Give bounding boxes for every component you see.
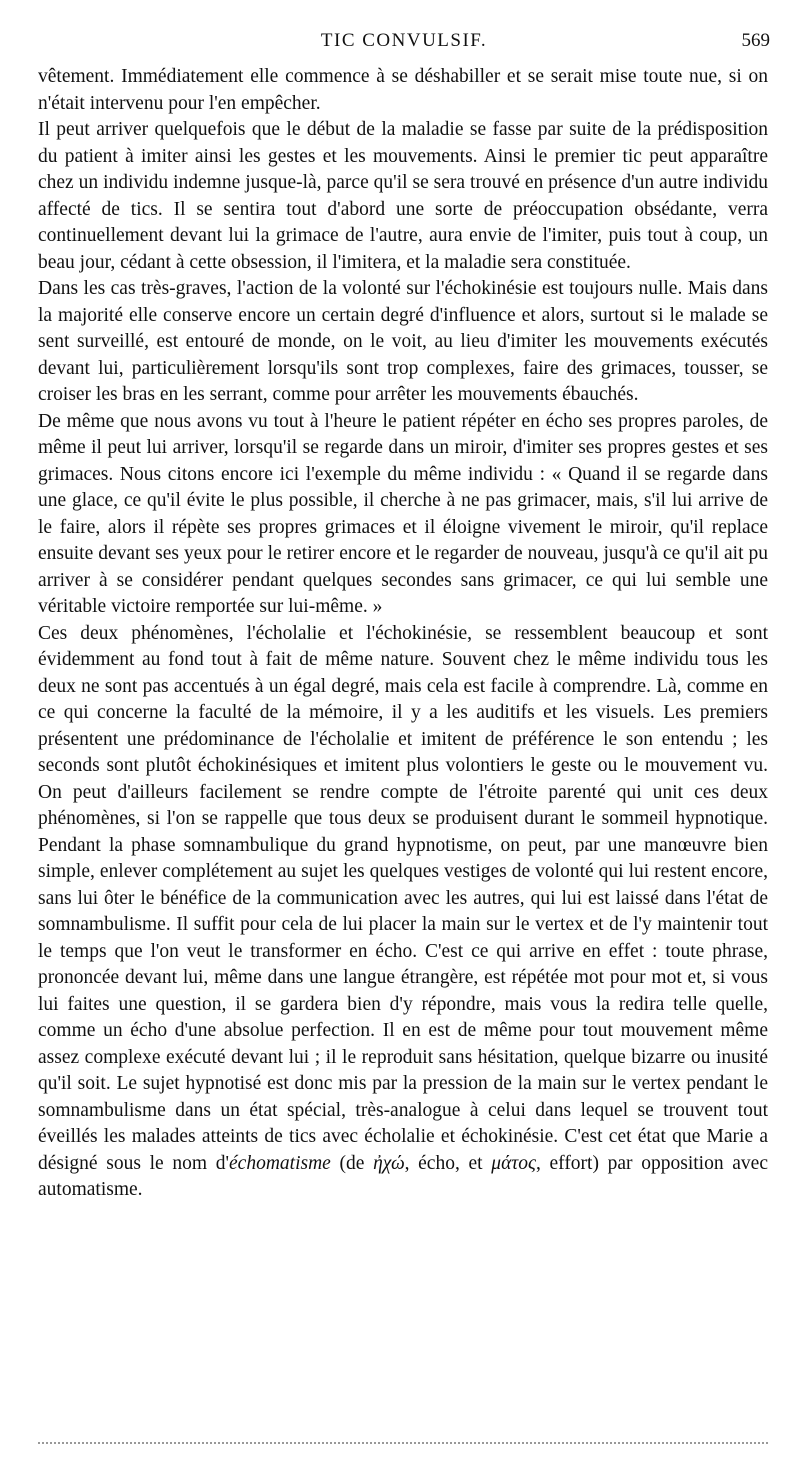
paragraph-5-text: Ces deux phénomènes, l'écholalie et l'échokinésie, se ressemblent beaucoup et sont évidemment au fond tout à fait de même nature. Souvent chez le même individu tous les deux ne sont pas accentués à un égal degré, mais cela est facile à comprendre. Là, comme en ce qui concerne la faculté de la mémoire, il y a les auditifs et les visuels. Les premiers présentent une prédominance de l'écholalie et imitent de préférence le son entendu ; les seconds sont plutôt échokinésiques et imitent plus volontiers le geste ou le mouvement vu. On peut d'ailleurs facilement se rendre compte de l'étroite parenté qui unit ces deux phénomènes, si l'on se rappelle que tous deux se produisent durant le sommeil hypnotique. Pendant la phase somnambulique du grand hypnotisme, on peut, par une manœuvre bien simple, enlever complétement au sujet les quelques vestiges de volonté qui lui restent encore, sans lui ôter le bénéfice de la communication avec les autres, qui lui est laissé dans l'état de somnambulisme. Il suffit pour cela de lui placer la main sur le vertex et de l'y maintenir tout le temps que l'on veut le transformer en écho. C'est ce qui arrive en effet : toute phrase, prononcée devant lui, même dans une langue étrangère, est répétée mot pour mot et, si vous lui faites une question, il se gardera bien d'y répondre, mais vous la redira telle quelle, comme un écho d'une absolue perfection. Il en est de même pour tout mouvement même assez complexe exécuté devant lui ; il le reproduit sans hésitation, quelque bizarre ou inusité qu'il soit. Le sujet hypnotisé est donc mis par la pression de la main sur le vertex pendant le somnambulisme dans un état spécial, très-analogue à celui dans lequel se trouvent tout éveillés les malades atteints de tics avec écholalie et échokinésie. C'est cet état que Marie a désigné sous le nom d': [38, 622, 768, 1174]
page-number: 569: [741, 30, 770, 51]
term-lead: (de: [330, 1152, 374, 1174]
paragraph-4: De même que nous avons vu tout à l'heure le patient répéter en écho ses propres paroles, de même il peut lui arriver, lorsqu'il se regarde dans un miroir, d'imiter ses propres gestes et ses grimaces. Nous citons encore ici l'exemple du même individu : « Quand il se regarde dans une glace, ce qu'il évite le plus possible, il cherche à ne pas grimacer, mais, s'il lui arrive de le faire, alors il répète ses propres grimaces et il éloigne vivement le miroir, qu'il replace ensuite devant ses yeux pour le retirer encore et le regarder de nouveau, jusqu'à ce qu'il ait pu arriver à se considérer pendant quelques secondes sans grimacer, ce qui lui semble une véritable victoire remportée sur lui-même. »: [38, 410, 768, 617]
body-text: [38, 64, 768, 1204]
running-title: TIC CONVULSIF.: [320, 30, 488, 51]
running-head: [38, 30, 770, 58]
paragraph-1: vêtement. Immédiatement elle commence à se déshabiller et se serait mise toute nue, si on n'était intervenu pour l'en empêcher.: [38, 66, 768, 114]
greek-gloss: , écho, et: [404, 1152, 492, 1174]
greek-word-effort: μάτος: [491, 1152, 536, 1174]
paragraph-5: [38, 621, 768, 1204]
paragraph-3: Dans les cas très-graves, l'action de la volonté sur l'échokinésie est toujours nulle. Mais dans la majorité elle conserve encore un certain degré d'influence et alors, surtout si le malade se sent surveillé, est entouré de monde, on le voit, au lieu d'imiter les mouvements exécutés devant lui, particulièrement lorsqu'ils sont trop complexes, faire des grimaces, tousser, se croiser les bras en les serrant, comme pour arrêter les mouvements ébauchés.: [38, 278, 768, 405]
greek-word-echo: ἠχώ: [373, 1152, 405, 1174]
closing-text: , effort) par opposition avec automatisme.: [38, 1152, 768, 1200]
footer-dotted-rule: [38, 1442, 768, 1444]
paragraph-2: Il peut arriver quelquefois que le début de la maladie se fasse par suite de la prédisposition du patient à imiter ainsi les gestes et les mouvements. Ainsi le premier tic peut apparaître chez un individu indemne jusque-là, parce qu'il se sera trouvé en présence d'un autre individu affecté de tics. Il se sentira tout d'abord une sorte de préoccupation obsédante, verra continuellement devant lui la grimace de l'autre, aura envie de l'imiter, puis tout à coup, un beau jour, cédant à cette obsession, il l'imitera, et la maladie sera constituée.: [38, 119, 768, 273]
term-echomatisme: échomatisme: [229, 1152, 331, 1174]
